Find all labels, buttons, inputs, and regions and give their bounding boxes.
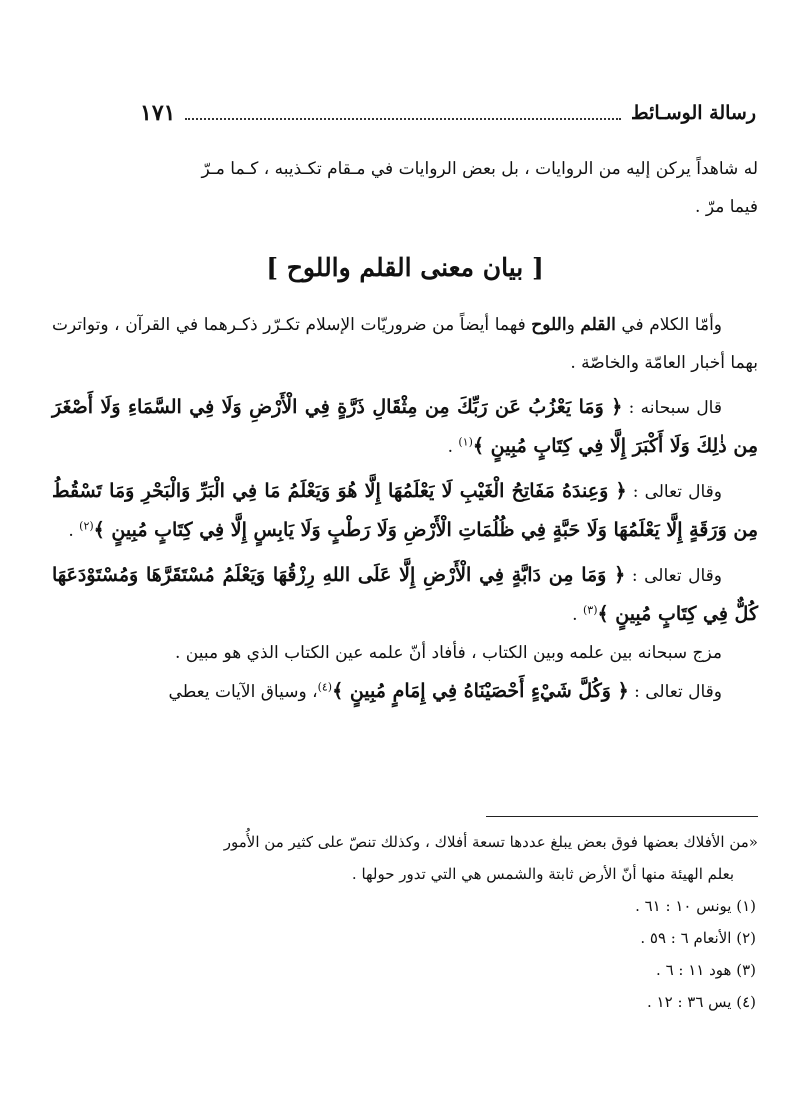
paragraph-1-line-1: له شاهداً يركن إليه من الروايات ، بل بعض الروايات في مـقام تكـذيبه ، كـما مـرّ xyxy=(201,159,758,179)
paragraph-7 xyxy=(52,672,758,711)
quran-verse-4: ﴿ وَكُلَّ شَيْءٍ أَحْصَيْنَاهُ فِي إِمَامٍ مُبِينٍ ﴾ xyxy=(332,680,629,702)
paragraph-4-intro: وقال تعالى : xyxy=(626,482,722,502)
term-lawh: اللوح xyxy=(531,315,567,335)
footnote-ref-3: (٣) xyxy=(582,603,598,617)
page-number: ١٧١ xyxy=(140,100,176,126)
term-qalam: القلم xyxy=(580,315,616,335)
paragraph-6: مزج سبحانه بين علمه وبين الكتاب ، فأفاد أنّ علمه عين الكتاب الذي هو مبين . xyxy=(174,643,722,663)
paragraph-1-line-2: فيما مرّ . xyxy=(695,197,758,217)
paragraph-1 xyxy=(52,150,758,226)
paragraph-5-intro: وقال تعالى : xyxy=(625,566,722,586)
footnotes xyxy=(52,826,758,1018)
main-text xyxy=(52,150,758,711)
quran-verse-3: ﴿ وَمَا مِن دَابَّةٍ فِي الْأَرْضِ إِلَّا عَلَى اللهِ رِزْقُهَا وَيَعْلَمُ مُسْتَقَرَّهَا وَمُسْتَوْدَعَهَا كُلٌّ فِي كِتَابٍ مُبِينٍ ﴾ xyxy=(52,564,758,625)
header-dot-leader xyxy=(185,118,621,120)
paragraph-2-rest: فهما أيضاً من ضروريّات الإسلام تكـرّر ذكـرهما في القرآن ، وتواترت بهما أخبار العامّة والخاصّة . xyxy=(52,315,758,373)
section-title: [ بيان معنى القلم واللوح ] xyxy=(266,253,544,282)
running-header xyxy=(140,98,756,128)
paragraph-3 xyxy=(52,388,758,466)
paragraph-7-intro: وقال تعالى : xyxy=(628,682,722,702)
quran-verse-2: ﴿ وَعِندَهُ مَفَاتِحُ الْغَيْبِ لَا يَعْلَمُهَا إِلَّا هُوَ وَيَعْلَمُ مَا فِي الْبَرِّ وَالْبَحْرِ وَمَا تَسْقُطُ مِن وَرَقَةٍ إِلَّا يَعْلَمُهَا وَلَا حَبَّةٍ فِي ظُلُمَاتِ الْأَرْضِ وَلَا رَطْبٍ وَلَا يَابِسٍ إِلَّا فِي كِتَابٍ مُبِينٍ ﴾ xyxy=(52,480,758,541)
paragraph-2 xyxy=(52,306,758,382)
paragraph-3-intro: قال سبحانه : xyxy=(622,398,722,418)
footnote-3: (٣) هود ١١ : ٦ . xyxy=(656,961,756,979)
paragraph-7-end: ، وسياق الآيات يعطي xyxy=(168,682,318,702)
footnote-continuation-line-2: بعلم الهيئة منها أنّ الأرض ثابتة والشمس هي التي تدور حولها . xyxy=(351,865,734,883)
footnote-1: (١) يونس ١٠ : ٦١ . xyxy=(635,897,756,915)
footnote-ref-2: (٢) xyxy=(79,519,94,533)
footnote-continuation-line-1: «من الأفلاك بعضها فوق بعض يبلغ عددها تسعة أفلاك ، وكذلك تنصّ على كثير من الأُمور xyxy=(223,833,758,851)
paragraph-4-end: . xyxy=(68,521,80,541)
header-title: رسالة الوسـائط xyxy=(631,102,756,124)
paragraph-5 xyxy=(52,556,758,634)
paragraph-5-end: . xyxy=(572,605,583,625)
paragraph-4 xyxy=(52,472,758,550)
footnote-ref-1: (١) xyxy=(458,435,473,449)
paragraph-2-start: وأمّا الكلام في xyxy=(615,315,722,335)
paragraph-3-end: . xyxy=(447,437,459,457)
quran-verse-1: ﴿ وَمَا يَعْزُبُ عَن رَبِّكَ مِن مِثْقَالِ ذَرَّةٍ فِي الْأَرْضِ وَلَا فِي السَّمَاءِ وَلَا أَصْغَرَ مِن ذٰلِكَ وَلَا أَكْبَرَ إِلَّا فِي كِتَابٍ مُبِينٍ ﴾ xyxy=(52,396,758,457)
footnote-2: (٢) الأنعام ٦ : ٥٩ . xyxy=(640,929,756,947)
footnote-separator xyxy=(486,816,758,817)
footnote-ref-4: (٤) xyxy=(317,680,333,694)
footnote-4: (٤) يس ٣٦ : ١٢ . xyxy=(647,993,756,1011)
paragraph-2-and: و xyxy=(566,315,581,335)
